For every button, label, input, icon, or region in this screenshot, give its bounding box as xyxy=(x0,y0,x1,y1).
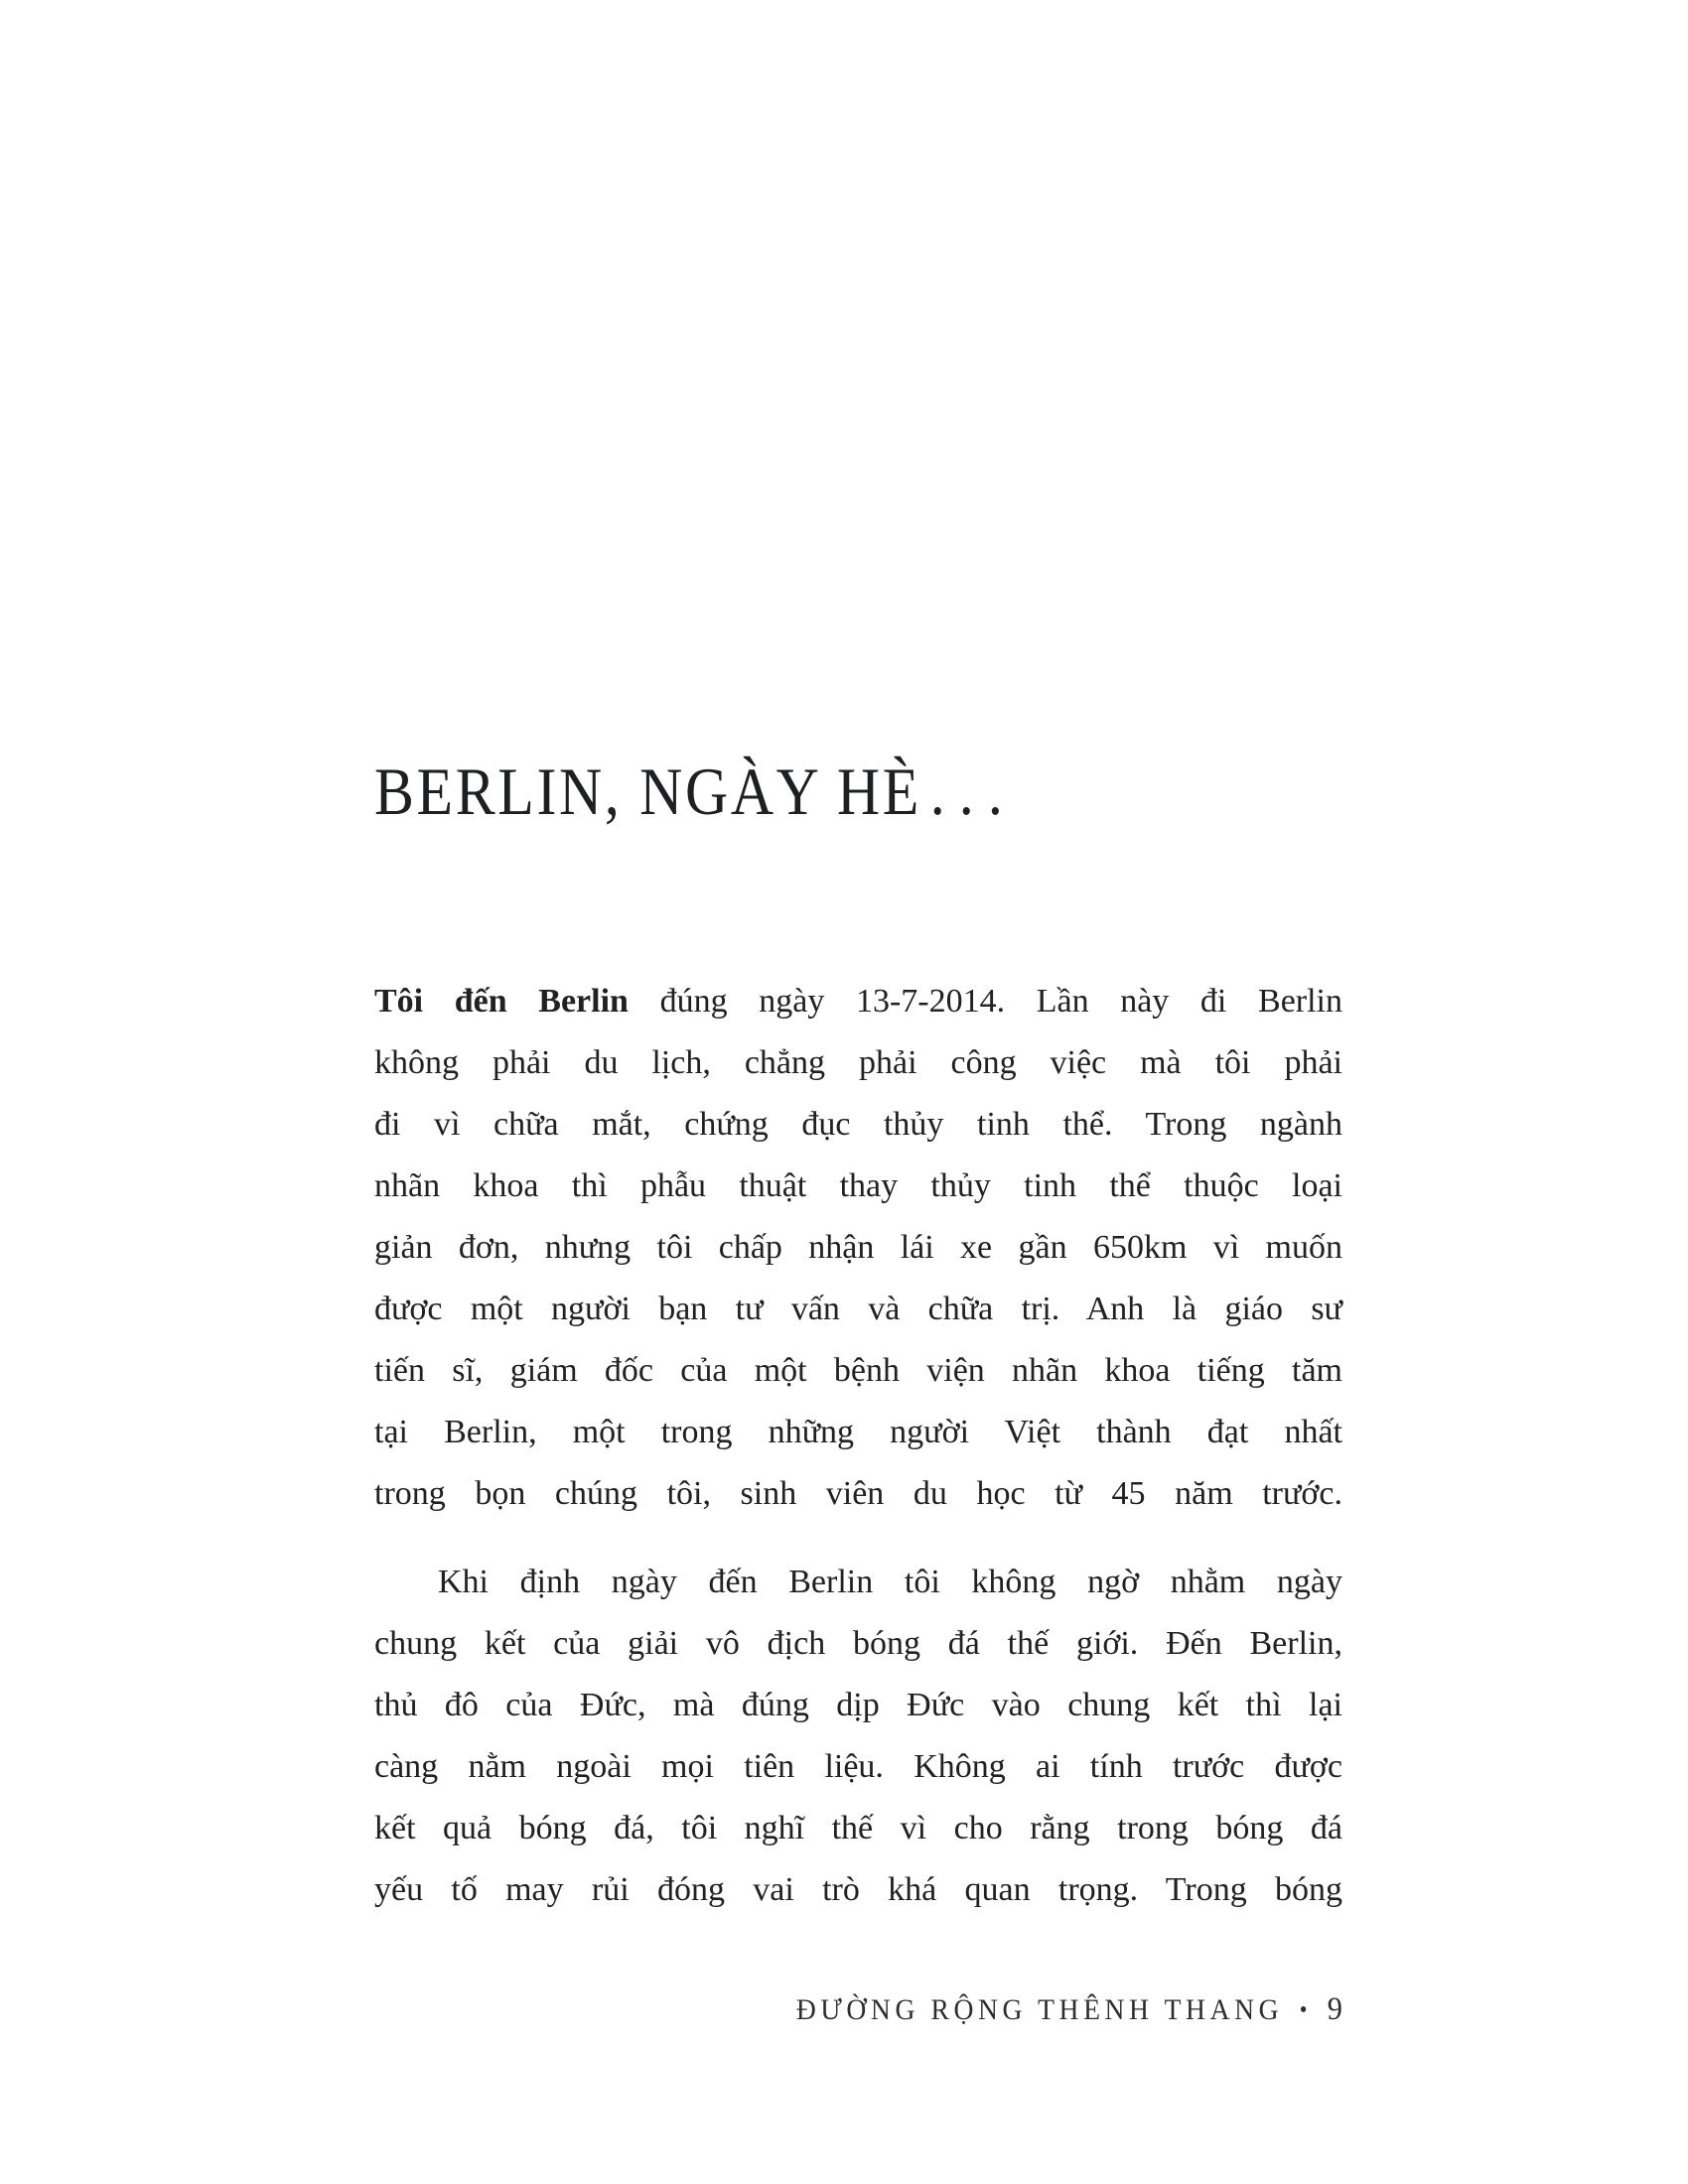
text-line: tiến sĩ, giám đốc của một bệnh viện nhãn khoa tiếng tăm xyxy=(374,1352,1342,1389)
chapter-title-ellipsis: ... xyxy=(929,752,1017,829)
text-line: Khi định ngày đến Berlin tôi không ngờ nhằm ngày xyxy=(438,1564,1342,1600)
paragraph-1 xyxy=(374,971,1342,1525)
text-line: yếu tố may rủi đóng vai trò khá quan trọng. Trong bóng xyxy=(374,1871,1342,1908)
text-line: thủ đô của Đức, mà đúng dịp Đức vào chung kết thì lại xyxy=(374,1687,1342,1723)
paragraph-2-lines xyxy=(374,1552,1342,1921)
text-line: được một người bạn tư vấn và chữa trị. Anh là giáo sư xyxy=(374,1291,1342,1327)
text-line: tại Berlin, một trong những người Việt thành đạt nhất xyxy=(374,1414,1342,1450)
paragraph-1-lines xyxy=(374,1032,1342,1525)
page-body xyxy=(374,971,1342,1921)
text-line xyxy=(374,971,1342,1032)
paragraph-lead-bold: Tôi đến Berlin xyxy=(374,983,629,1020)
paragraph-2 xyxy=(374,1552,1342,1921)
bullet-separator-icon: • xyxy=(1299,1997,1308,2023)
page-footer xyxy=(796,1991,1342,2028)
text-line: giản đơn, nhưng tôi chấp nhận lái xe gần 650km vì muốn xyxy=(374,1229,1342,1266)
text-line: nhãn khoa thì phẫu thuật thay thủy tinh thể thuộc loại xyxy=(374,1167,1342,1204)
text-line: không phải du lịch, chẳng phải công việc mà tôi phải xyxy=(374,1044,1342,1081)
text-line: kết quả bóng đá, tôi nghĩ thế vì cho rằng trong bóng đá xyxy=(374,1810,1342,1846)
text-line: trong bọn chúng tôi, sinh viên du học từ 45 năm trước. xyxy=(374,1475,1342,1512)
text-line: chung kết của giải vô địch bóng đá thế giới. Đến Berlin, xyxy=(374,1625,1342,1662)
running-title: ĐƯỜNG RỘNG THÊNH THANG xyxy=(795,1993,1284,2026)
page-number: 9 xyxy=(1327,1991,1342,2027)
paragraph-lead-rest: đúng ngày 13-7-2014. Lần này đi Berlin xyxy=(628,983,1342,1020)
text-line: càng nằm ngoài mọi tiên liệu. Không ai tính trước được xyxy=(374,1748,1342,1785)
chapter-title-text: BERLIN, NGÀY HÈ xyxy=(374,752,921,829)
chapter-title xyxy=(374,752,1017,831)
text-line: đi vì chữa mắt, chứng đục thủy tinh thể. Trong ngành xyxy=(374,1106,1342,1143)
